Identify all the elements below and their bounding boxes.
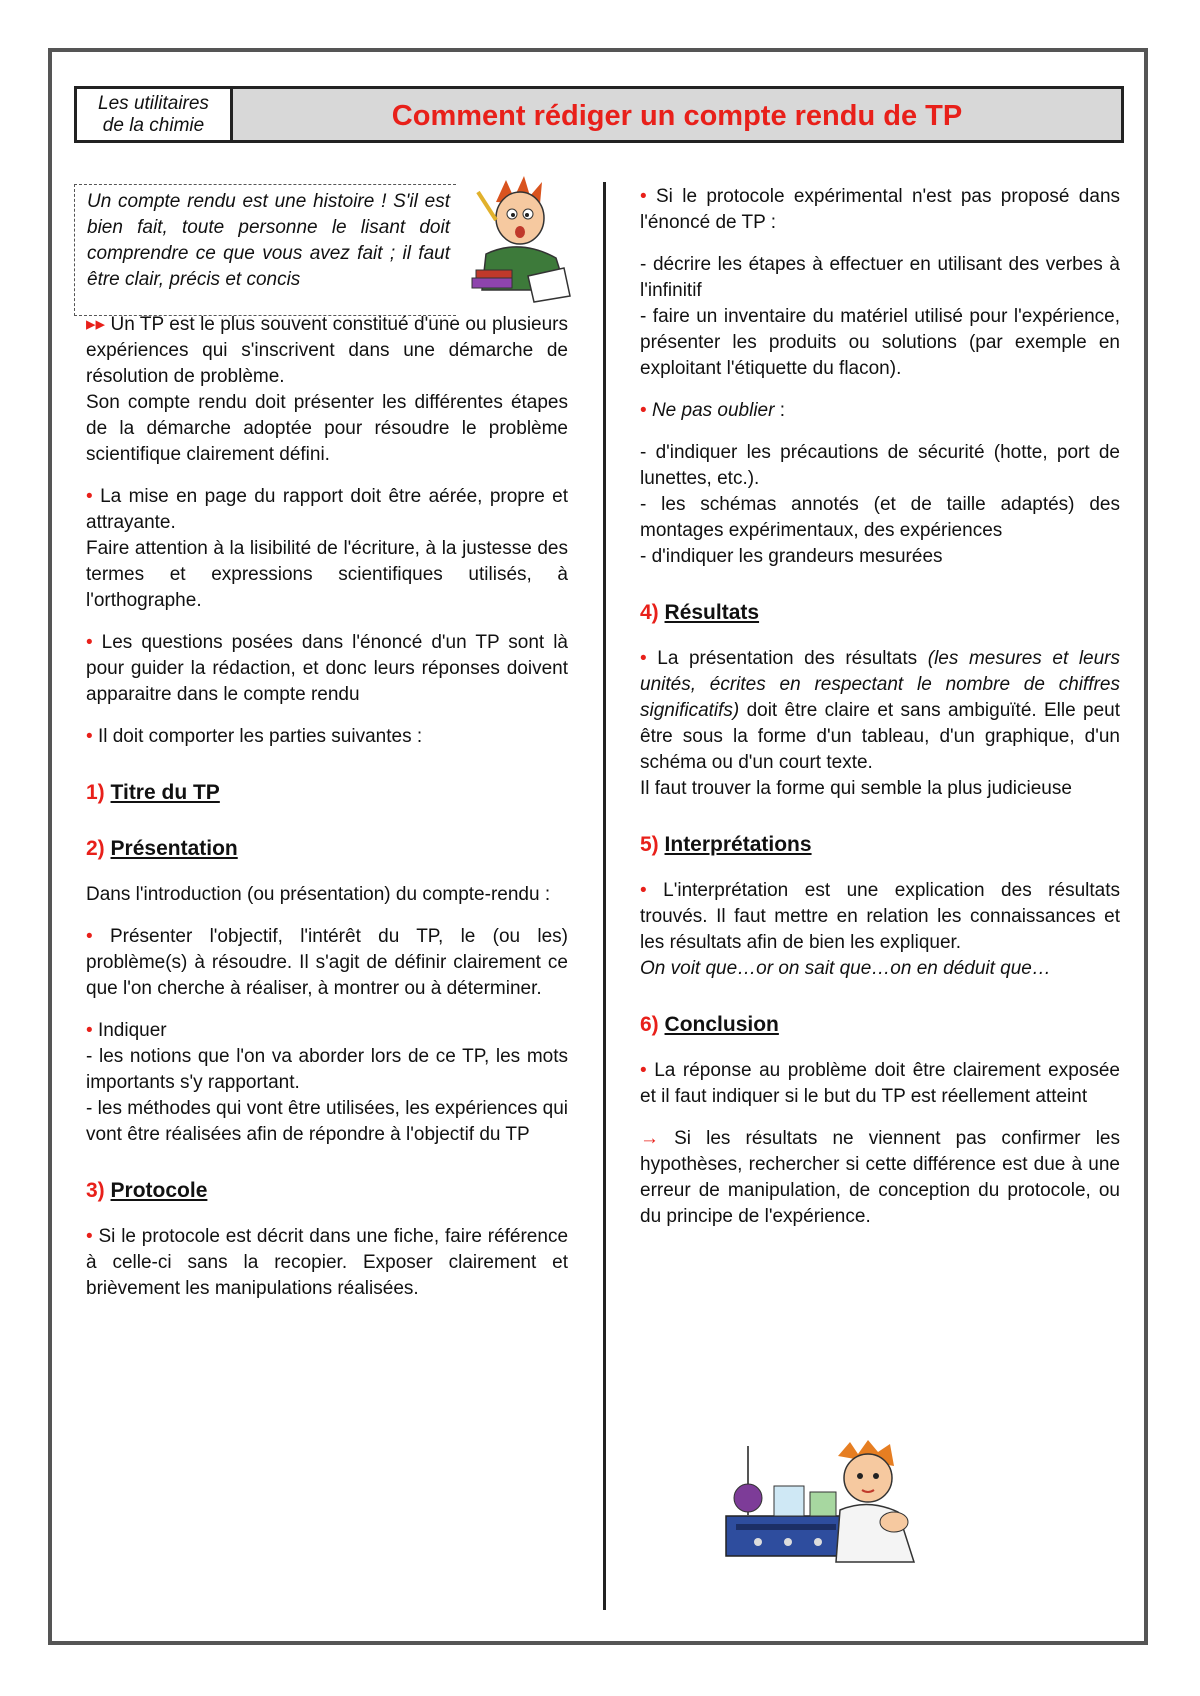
text-span: : xyxy=(774,400,786,421)
text-span: Faire attention à la lisibilité de l'écriture, à la justesse des termes et expressions scientifiques utilisés, à l'orthographe. xyxy=(86,538,568,611)
text-span: L'interprétation est une explication des résultats trouvés. Il faut mettre en relation les connaissances et les résultats afin de bien les expliquer. xyxy=(640,880,1120,953)
chemist-girl-illustration xyxy=(718,1436,930,1570)
text-span: - les schémas annotés (et de taille adaptés) des montages expérimentaux, des expériences xyxy=(640,494,1120,541)
section-heading-titre xyxy=(86,780,568,806)
bullet-icon: • xyxy=(640,880,647,901)
text-span: Son compte rendu doit présenter les différentes étapes de la démarche adoptée pour résoudre le problème scientifique clairement défini. xyxy=(86,392,568,465)
header-category-line1: Les utilitaires xyxy=(98,93,209,114)
bullet-icon: • xyxy=(640,186,647,207)
paragraph-introduction: Dans l'introduction (ou présentation) du compte-rendu : xyxy=(86,884,551,905)
paragraph-interpretation xyxy=(640,878,1120,982)
bullet-icon: • xyxy=(86,486,93,507)
page-title: Comment rédiger un compte rendu de TP xyxy=(391,100,963,132)
text-span: Ne pas oublier xyxy=(651,400,775,421)
text-span: Il doit comporter les parties suivantes : xyxy=(97,726,423,747)
page-header xyxy=(74,86,1124,143)
section-heading-interpretations xyxy=(640,832,1120,858)
bullet-icon: • xyxy=(640,648,647,669)
paragraph-layout xyxy=(86,484,568,614)
intro-text: Un compte rendu est une histoire ! S'il est bien fait, toute personne le lisant doit comprendre ce que vous avez fait ; il faut être clair, précis et concis xyxy=(87,191,450,290)
text-span: - d'indiquer les grandeurs mesurées xyxy=(640,546,943,567)
text-span: La réponse au problème doit être clairement exposée et il faut indiquer si le but du TP est réellement atteint xyxy=(640,1060,1120,1107)
text-span: Si les résultats ne viennent pas confirmer les hypothèses, rechercher si cette différence est due à une erreur de manipulation, de conception du protocole, ou du principe de l'expérience. xyxy=(640,1128,1121,1227)
section-title: Résultats xyxy=(664,601,760,624)
left-column xyxy=(86,312,568,1318)
bullet-icon: • xyxy=(640,1060,647,1081)
text-span: - les méthodes qui vont être utilisées, les expériences qui vont être réalisées afin de répondre à l'objectif du TP xyxy=(86,1098,568,1145)
section-number: 4) xyxy=(640,601,659,624)
text-span: On voit que…or on sait que…on en déduit que… xyxy=(640,958,1051,979)
bullet-icon: • xyxy=(86,1226,93,1247)
section-heading-presentation xyxy=(86,836,568,862)
double-arrow-icon: ▸▸ xyxy=(86,314,106,335)
text-span: doit être claire et sans ambiguïté. Elle peut être sous la forme d'un tableau, d'un graphique, d'un schéma ou d'un court texte. xyxy=(640,700,1120,773)
text-span: Si le protocole est décrit dans une fiche, faire référence à celle-ci sans la recopier. Exposer clairement et brièvement les manipulations réalisées. xyxy=(86,1226,569,1299)
section-heading-resultats xyxy=(640,600,1120,626)
paragraph-protocol-steps xyxy=(640,252,1120,382)
text-span: - d'indiquer les précautions de sécurité (hotte, port de lunettes, etc.). xyxy=(640,442,1120,489)
text-span: Présenter l'objectif, l'intérêt du TP, le (ou les) problème(s) à résoudre. Il s'agit de définir clairement ce que l'on cherche à réaliser, à montrer ou à déterminer. xyxy=(86,926,568,999)
right-column xyxy=(640,184,1120,1246)
header-category xyxy=(77,89,233,140)
text-span: Il faut trouver la forme qui semble la plus judicieuse xyxy=(640,778,1072,799)
text-span: - décrire les étapes à effectuer en utilisant des verbes à l'infinitif xyxy=(640,254,1120,301)
bullet-icon: • xyxy=(86,726,93,747)
paragraph-tp-definition xyxy=(86,312,568,468)
intro-box xyxy=(74,184,456,316)
bullet-icon: • xyxy=(86,1020,93,1041)
thinking-student-illustration xyxy=(466,172,586,308)
section-title: Interprétations xyxy=(664,833,812,856)
text-span: Les questions posées dans l'énoncé d'un TP sont là pour guider la rédaction, et donc leurs réponses doivent apparaitre dans le compte rendu xyxy=(86,632,568,705)
right-arrow-icon: → xyxy=(640,1128,659,1149)
section-title: Titre du TP xyxy=(110,781,220,804)
paragraph-objective xyxy=(86,924,568,1002)
text-span: Indiquer xyxy=(97,1020,167,1041)
header-category-line2: de la chimie xyxy=(102,115,205,136)
text-span: (les mesures et leurs unités, écrites en respectant le nombre de chiffres significatifs) xyxy=(640,648,1121,721)
section-title: Conclusion xyxy=(664,1013,779,1036)
section-title: Protocole xyxy=(110,1179,208,1202)
section-number: 5) xyxy=(640,833,659,856)
section-number: 2) xyxy=(86,837,105,860)
section-heading-protocole xyxy=(86,1178,568,1204)
paragraph-protocol-missing xyxy=(640,184,1120,236)
paragraph-reminder-items xyxy=(640,440,1120,570)
paragraph-conclusion xyxy=(640,1058,1120,1110)
paragraph-questions xyxy=(86,630,568,708)
paragraph-results xyxy=(640,646,1120,802)
section-number: 3) xyxy=(86,1179,105,1202)
bullet-icon: • xyxy=(86,926,93,947)
paragraph-parts xyxy=(86,724,568,750)
paragraph-reminder xyxy=(640,398,1120,424)
text-span: La mise en page du rapport doit être aérée, propre et attrayante. xyxy=(86,486,569,533)
text-span: Si le protocole expérimental n'est pas proposé dans l'énoncé de TP : xyxy=(640,186,1121,233)
paragraph-indicate xyxy=(86,1018,568,1148)
text-span: - faire un inventaire du matériel utilisé pour l'expérience, présenter les produits ou solutions (par exemple en exploitant l'étiquette du flacon). xyxy=(640,306,1120,379)
paragraph-hypotheses xyxy=(640,1126,1120,1230)
column-divider xyxy=(603,182,606,1610)
bullet-icon: • xyxy=(86,632,93,653)
section-number: 6) xyxy=(640,1013,659,1036)
section-number: 1) xyxy=(86,781,105,804)
paragraph-protocol-sheet xyxy=(86,1224,568,1302)
section-title: Présentation xyxy=(110,837,238,860)
section-heading-conclusion xyxy=(640,1012,1120,1038)
text-span: La présentation des résultats xyxy=(657,648,928,669)
bullet-icon: • xyxy=(640,400,647,421)
text-span: Un TP est le plus souvent constitué d'une ou plusieurs expériences qui s'inscrivent dans une démarche de résolution de problème. xyxy=(86,314,569,387)
text-span: - les notions que l'on va aborder lors de ce TP, les mots importants s'y rapportant. xyxy=(86,1046,568,1093)
